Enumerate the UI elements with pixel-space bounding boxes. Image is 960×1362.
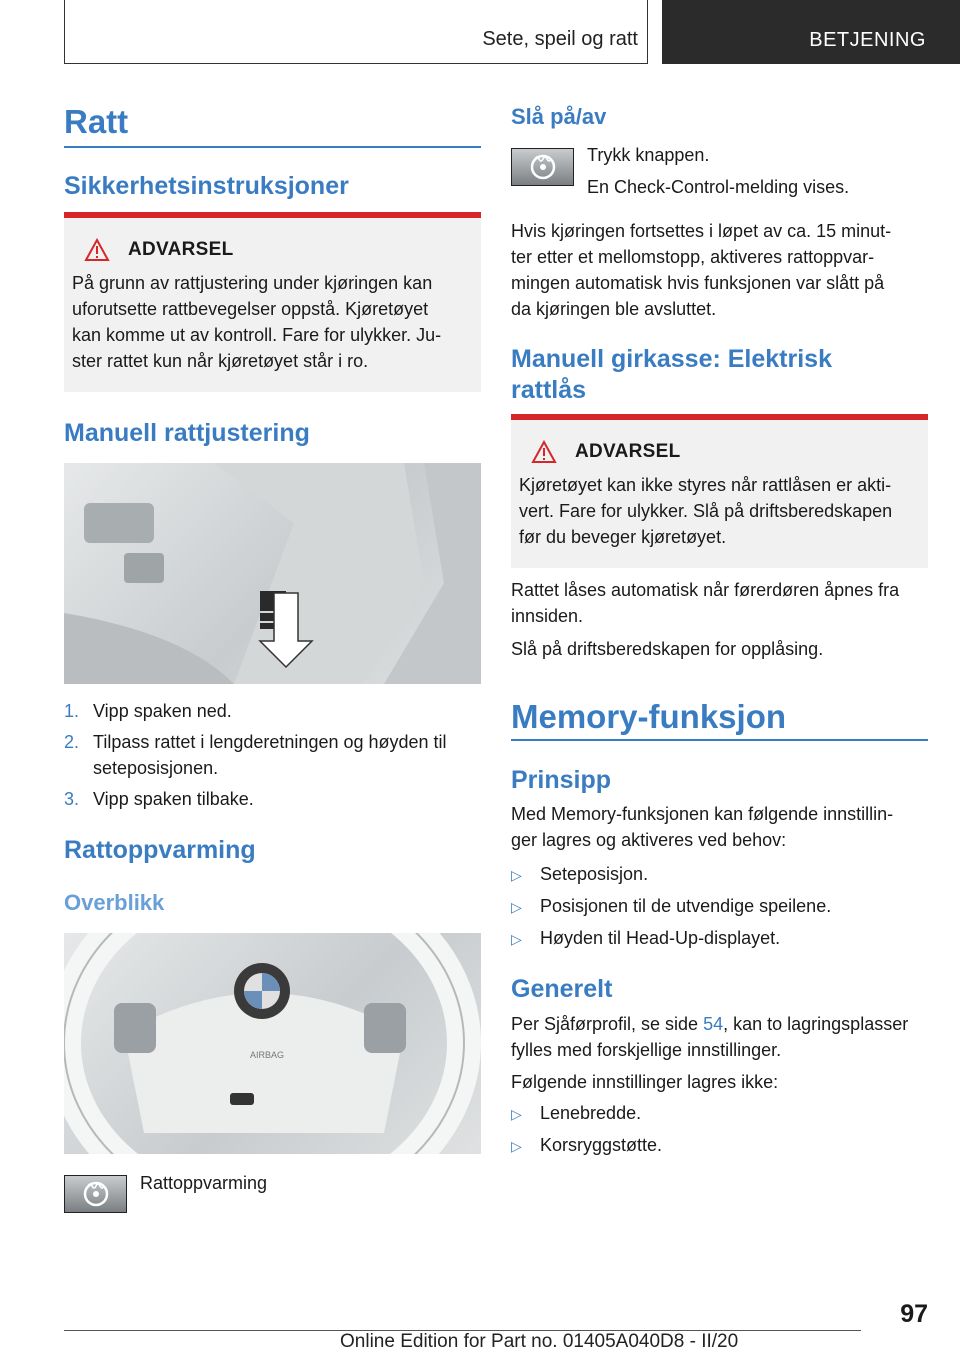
step-number: 2. bbox=[64, 732, 80, 752]
steering-wheel-photo bbox=[64, 933, 481, 1154]
warning-triangle-icon bbox=[84, 238, 110, 262]
onoff-heading: Slå på/av bbox=[511, 104, 607, 129]
not-saved-paragraph: Følgende innstillinger lagres ikke: bbox=[511, 1072, 779, 1092]
heading-line: Manuell girkasse: Elektrisk bbox=[511, 345, 832, 373]
triangle-bullet-icon: ▷ bbox=[511, 899, 522, 915]
step-text: Vipp spaken tilbake. bbox=[93, 789, 254, 809]
step-text: Tilpass rattet i lengderetningen og høyden til bbox=[93, 732, 447, 752]
warning-line: før du beveger kjøretøyet. bbox=[519, 527, 727, 547]
list-item bbox=[511, 1100, 928, 1126]
general-text: Per Sjåførprofil, se side bbox=[511, 1014, 704, 1034]
list-item bbox=[64, 729, 481, 781]
button-caption: Rattoppvarming bbox=[140, 1173, 268, 1193]
list-item bbox=[511, 925, 928, 951]
general-heading: Generelt bbox=[511, 975, 613, 1003]
header-chapter-tab bbox=[662, 0, 960, 64]
steering-wheel-illustration bbox=[64, 933, 481, 1154]
list-text: Høyden til Head-Up-displayet. bbox=[540, 928, 781, 948]
text-line: Med Memory-funksjonen kan følgende innstillin- bbox=[511, 804, 894, 824]
triangle-bullet-icon: ▷ bbox=[511, 867, 522, 883]
warning-line: Kjøretøyet kan ikke styres når rattlåsen er akti- bbox=[519, 475, 892, 495]
edition-text: Online Edition for Part no. 01405A040D8 - II/20 bbox=[340, 1331, 739, 1352]
warning-box-2 bbox=[511, 414, 928, 568]
heat-button-image bbox=[511, 148, 574, 186]
text-line: ter etter et mellomstopp, aktiveres rattoppvar- bbox=[511, 247, 875, 267]
list-text: Lenebredde. bbox=[540, 1103, 642, 1123]
manual-adjust-heading: Manuell rattjustering bbox=[64, 419, 310, 447]
resume-paragraph bbox=[511, 218, 928, 322]
steering-lever-illustration bbox=[64, 463, 481, 684]
warning-label: ADVARSEL bbox=[128, 239, 234, 260]
onoff-text bbox=[587, 142, 849, 200]
onoff-line: Trykk knappen. bbox=[587, 145, 710, 165]
text-line: mingen automatisk hvis funksjonen var slått på bbox=[511, 273, 885, 293]
triangle-bullet-icon: ▷ bbox=[511, 931, 522, 947]
heat-button-image bbox=[64, 1175, 127, 1213]
header-section: Sete, speil og ratt bbox=[482, 28, 638, 50]
warning-label: ADVARSEL bbox=[575, 441, 681, 462]
list-item bbox=[511, 861, 928, 887]
list-text: Posisjonen til de utvendige speilene. bbox=[540, 896, 832, 916]
text-line: Rattet låses automatisk når førerdøren åpnes fra bbox=[511, 580, 900, 600]
step-number: 3. bbox=[64, 789, 80, 809]
text-line: fylles med forskjellige innstillinger. bbox=[511, 1040, 782, 1060]
list-item bbox=[64, 786, 481, 812]
steering-wheel-heat-icon bbox=[529, 153, 557, 181]
list-text: Korsryggstøtte. bbox=[540, 1135, 663, 1155]
text-line: innsiden. bbox=[511, 606, 584, 626]
memory-title: Memory-funksjon bbox=[511, 698, 787, 735]
steering-column-photo bbox=[64, 463, 481, 684]
memory-rule bbox=[511, 739, 928, 741]
heading-line: rattlås bbox=[511, 376, 587, 404]
warning-box-1 bbox=[64, 212, 481, 392]
lock-paragraph bbox=[511, 577, 928, 629]
list-item bbox=[511, 1132, 928, 1158]
steering-lock-heading bbox=[511, 344, 928, 406]
warning-line: ster rattet kun når kjøretøyet står i ro. bbox=[72, 351, 369, 371]
page-title: Ratt bbox=[64, 103, 129, 140]
text-line: ger lagres og aktiveres ved behov: bbox=[511, 830, 787, 850]
warning-line: uforutsette rattbevegelser oppstå. Kjøretøyet bbox=[72, 299, 429, 319]
warning-triangle-icon bbox=[531, 440, 557, 464]
heating-heading: Rattoppvarming bbox=[64, 836, 256, 864]
step-text: seteposisjonen. bbox=[93, 758, 219, 778]
onoff-line: En Check-Control-melding vises. bbox=[587, 177, 850, 197]
warning-line: På grunn av rattjustering under kjøringen kan bbox=[72, 273, 433, 293]
unlock-paragraph: Slå på driftsberedskapen for opplåsing. bbox=[511, 639, 824, 659]
warning-line: vert. Fare for ulykker. Slå på driftsberedskapen bbox=[519, 501, 893, 521]
warning-line: kan komme ut av kontroll. Fare for ulykker. Ju- bbox=[72, 325, 442, 345]
principle-heading: Prinsipp bbox=[511, 766, 612, 794]
general-paragraph bbox=[511, 1011, 928, 1063]
text-line: da kjøringen ble avsluttet. bbox=[511, 299, 717, 319]
text-line: Hvis kjøringen fortsettes i løpet av ca. 15 minut- bbox=[511, 221, 892, 241]
header-chapter: BETJENING bbox=[809, 29, 926, 51]
list-item bbox=[511, 893, 928, 919]
safety-heading: Sikkerhetsinstruksjoner bbox=[64, 172, 349, 200]
list-item bbox=[64, 698, 481, 724]
airbag-label: AIRBAG bbox=[250, 1050, 285, 1060]
principle-paragraph bbox=[511, 801, 928, 853]
list-text: Seteposisjon. bbox=[540, 864, 649, 884]
page-number: 97 bbox=[900, 1300, 928, 1328]
page-link[interactable]: 54 bbox=[703, 1014, 724, 1034]
triangle-bullet-icon: ▷ bbox=[511, 1138, 522, 1154]
general-text: , kan to lagringsplasser bbox=[723, 1014, 909, 1034]
overview-heading: Overblikk bbox=[64, 890, 165, 915]
step-number: 1. bbox=[64, 701, 80, 721]
step-text: Vipp spaken ned. bbox=[93, 701, 232, 721]
steering-wheel-heat-icon bbox=[82, 1180, 110, 1208]
triangle-bullet-icon: ▷ bbox=[511, 1106, 522, 1122]
title-rule bbox=[64, 146, 481, 148]
